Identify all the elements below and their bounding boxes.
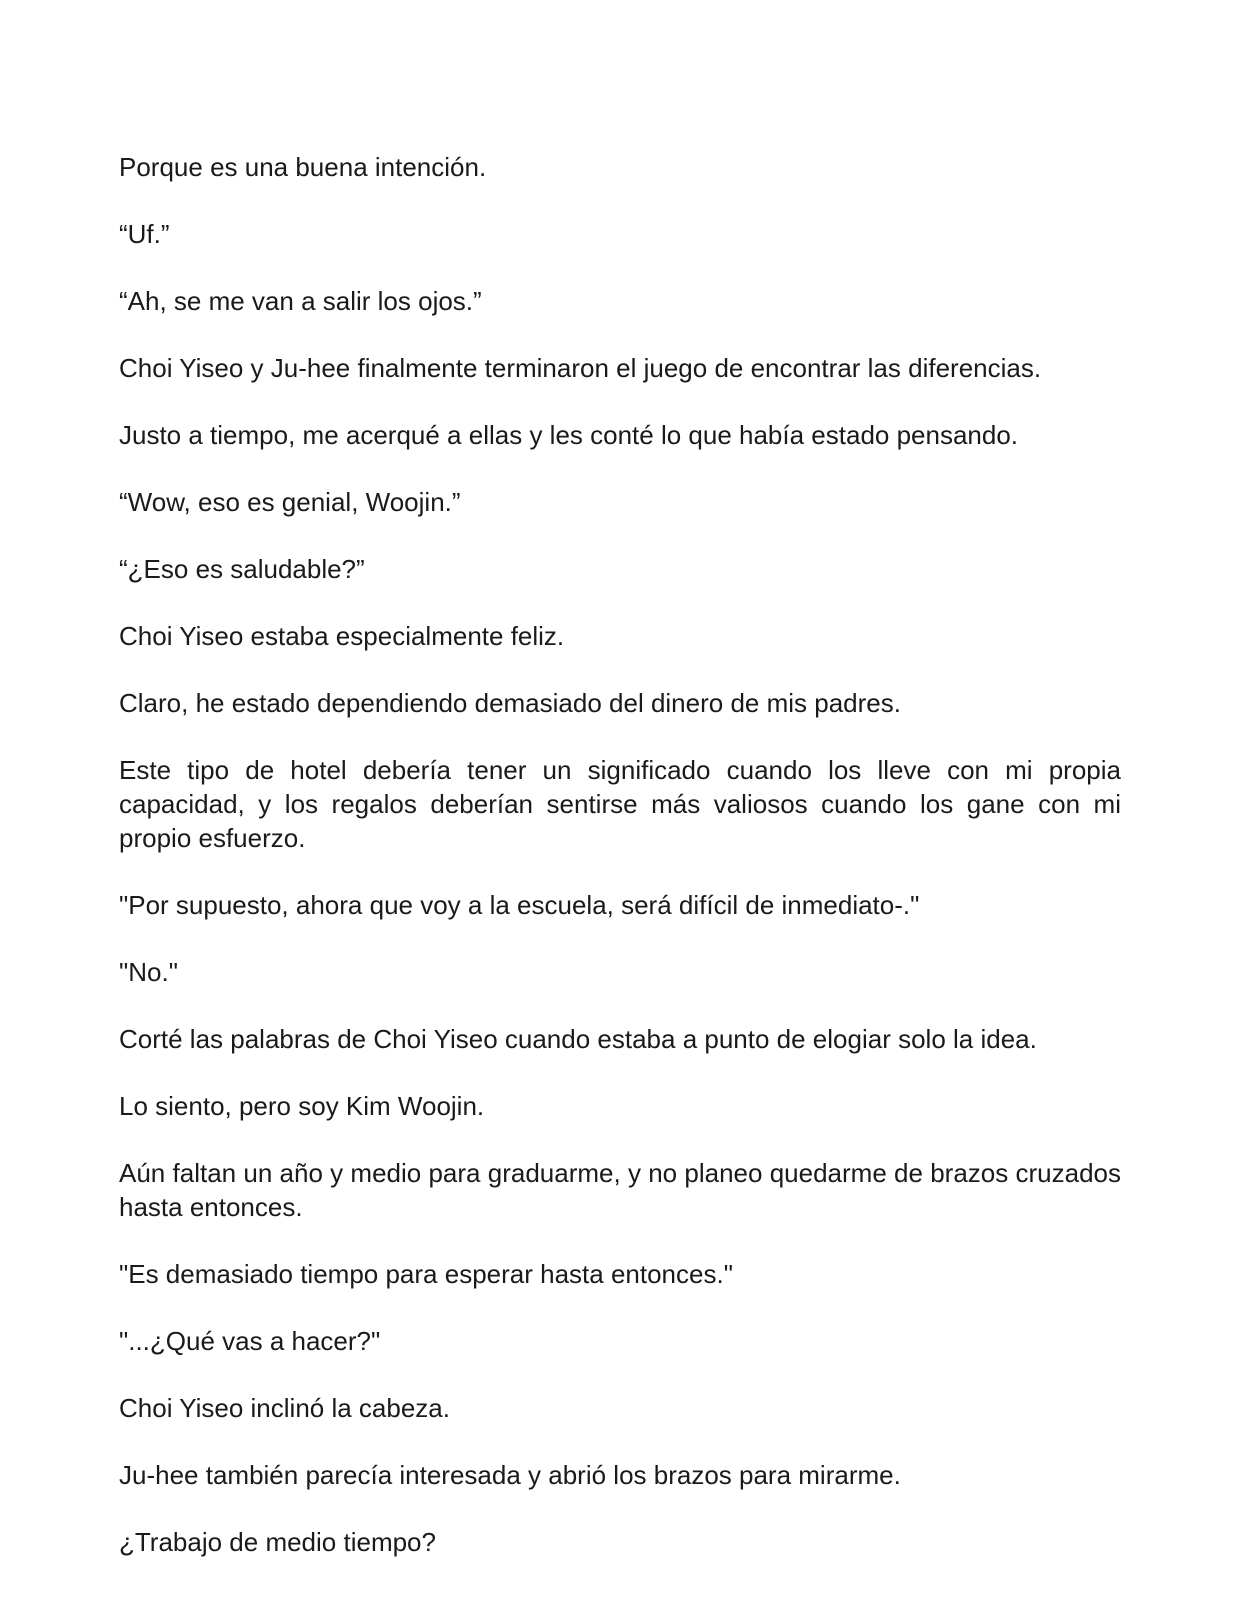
paragraph-4: Choi Yiseo y Ju-hee finalmente terminaron el juego de encontrar las diferencias. [119,353,1042,383]
paragraph-16: "Es demasiado tiempo para esperar hasta entonces." [119,1259,733,1289]
paragraph-14: Lo siento, pero soy Kim Woojin. [119,1091,485,1121]
paragraph-20: ¿Trabajo de medio tiempo? [119,1527,436,1557]
paragraph-15: Aún faltan un año y medio para graduarme, y no planeo quedarme de brazos cruzados hasta entonces. [119,1158,1121,1222]
paragraph-1: Porque es una buena intención. [119,152,487,182]
paragraph-5: Justo a tiempo, me acerqué a ellas y les conté lo que había estado pensando. [119,420,1019,450]
paragraph-6: “Wow, eso es genial, Woojin.” [119,487,461,517]
paragraph-12: "No." [119,957,178,987]
paragraph-17: "...¿Qué vas a hacer?" [119,1326,381,1356]
paragraph-11: "Por supuesto, ahora que voy a la escuela, será difícil de inmediato-." [119,890,920,920]
paragraph-10: Este tipo de hotel debería tener un significado cuando los lleve con mi propia capacidad, y los regalos deberían sentirse más valiosos cuando los gane con mi propio esfuerzo. [119,755,1121,853]
paragraph-9: Claro, he estado dependiendo demasiado del dinero de mis padres. [119,688,901,718]
paragraph-19: Ju-hee también parecía interesada y abrió los brazos para mirarme. [119,1460,901,1490]
text-column [119,150,1121,1592]
paragraph-7: “¿Eso es saludable?” [119,554,365,584]
paragraph-13: Corté las palabras de Choi Yiseo cuando estaba a punto de elogiar solo la idea. [119,1024,1037,1054]
paragraph-3: “Ah, se me van a salir los ojos.” [119,286,482,316]
paragraph-18: Choi Yiseo inclinó la cabeza. [119,1393,450,1423]
paragraph-2: “Uf.” [119,219,170,249]
paragraph-8: Choi Yiseo estaba especialmente feliz. [119,621,565,651]
